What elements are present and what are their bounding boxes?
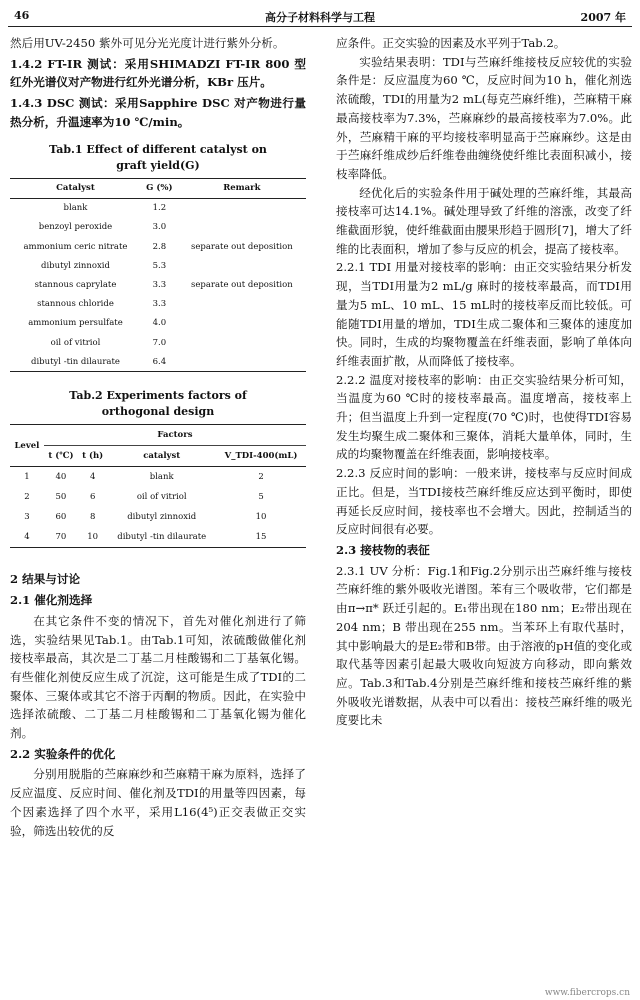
table2-caption-line2: orthogonal design [101,405,215,419]
alkali-paragraph: 经优化后的实验条件用于碱处理的苎麻纤维，其最高接枝率可达14.1%。碱处理导致了纤维的溶涨，改变了纤维截面形貌，使纤维截面由腰果形趋于圆形[7]，增大了纤维的比表面积，增加了参与反应的机会，提高了接枝率。 [336,185,632,256]
page-header [8,6,632,28]
table-cell: separate out deposition [191,241,293,252]
table-cell: dibutyl -tin dilaurate [107,527,216,548]
table-cell: stannous chloride [37,299,114,310]
table-cell: 7.0 [152,337,167,348]
journal-title: 高分子材料科学与工程 [265,11,375,24]
table-row [10,314,306,333]
table-row [10,467,306,488]
table-row [10,198,306,218]
section-2-3-1-body: 2.3.1 UV 分析：Fig.1和Fig.2分别示出苎麻纤维与接枝苎麻纤维的紫外吸收光谱图。苯有三个吸收带，它们都是由π→π* 跃迁引起的。E₁带出现在180 nm；E₂带出现在204 nm；B 带出现在255 nm。当苯环上有取代基时，其中影响最大的是E₂带和B带。由于溶液的pH值的变化或取代基等因素引起最大吸收向短波方向移动，即向紫效应。Tab.3和Tab.4分别是苎麻纤维和接枝苎麻纤维的紫外吸收光谱数据，从表中可以看出：接枝苎麻纤维的吸光度要比未 [336,563,632,728]
table1 [10,178,306,373]
section-2-2-1-body: 2.2.1 TDI 用量对接枝率的影响：由正交实验结果分析发现，当TDI用量为2 mL/g 麻时的接枝率最高，而TDI用量为5 mL、10 mL、15 mL时的接枝率反而比较低。可能随TDI用量的增加，TDI生成二聚体和三聚体的速度加快。同时，生成的均聚物覆盖在纤维表面，影响了单体向纤维表面扩散，从而降低了接枝率。 [336,260,632,368]
table-cell: 3.0 [152,222,167,233]
table-cell: 3 [24,512,30,523]
section-2-title: 2 结果与讨论 [10,572,81,587]
table-cell: 8 [89,512,96,523]
section-2-2-3-body: 2.2.3 反应时间的影响：一般来讲，接枝率与反应时间成正比。但是，当TDI接枝苎麻纤维反应达到平衡时，即使再延长反应时间，接枝率也不会增大。因此，控制适当的反应时间很有必要。 [336,466,632,537]
table-cell: oil of vitriol [50,337,101,348]
table-cell: 40 [55,472,67,483]
table-cell: 3.3 [152,280,167,291]
section-2-1-title: 2.1 催化剂选择 [10,593,93,608]
table-cell: 15 [216,527,306,548]
table1-header: Remark [178,178,306,198]
table-cell: 70 [44,527,78,548]
table2 [10,424,306,548]
table-cell [178,256,306,275]
table2-header-factors: Factors [44,425,306,446]
table-row [10,256,306,275]
table2-subheader: catalyst [107,446,216,467]
table1-caption-line2: graft yield(G) [116,158,200,172]
table2-caption-line1: Tab.2 Experiments factors of [69,389,247,403]
table2-caption [10,388,306,420]
table-cell: benzoyl peroxide [38,222,113,233]
table-cell: 5.3 [152,260,167,271]
table-cell: ammonium ceric nitrate [23,241,128,252]
page-number: 46 [14,9,30,22]
table2-subheader: t (℃) [44,446,78,467]
header-rule [8,26,632,27]
table1-header: G (%) [141,178,178,198]
table-cell: ammonium persulfate [28,318,123,329]
table-cell: 6.4 [141,352,178,372]
table-row [10,295,306,314]
table1-caption [10,142,306,174]
table-cell: oil of vitriol [136,492,187,503]
table-row [10,487,306,507]
table-cell: stannous caprylate [34,280,117,291]
table-cell [178,333,306,352]
results-paragraph: 实验结果表明：TDI与苎麻纤维接枝反应较优的实验条件是：反应温度为60 ℃，反应时间为10 h，催化剂选浓硫酸，TDI的用量为2 mL(每克苎麻纤维)，苎麻精干麻最高接枝率为7.3%，苎麻麻纱的最高接枝率为7.0%。此外，苎麻精干麻的平均接枝率明显高于苎麻麻纱。这是由于苎麻纤维成纱后纤维卷曲缠绕使纤维比表面积减小，接枝率降低。 [336,54,632,181]
table-cell: 4 [10,527,44,548]
watermark: www.fibercrops.cn [544,988,630,998]
table-row [10,275,306,294]
table-cell: 1 [24,472,30,483]
table-cell: dibutyl -tin dilaurate [10,352,141,372]
table-cell: blank [149,472,174,483]
table-cell: 4 [89,472,96,483]
table-cell: separate out deposition [191,280,293,291]
table-cell: 2 [258,472,264,483]
table-cell: 60 [55,512,67,523]
table-row [10,352,306,372]
table-cell [178,314,306,333]
table-cell [178,295,306,314]
table-cell: 4.0 [152,318,167,329]
table-cell: 3.3 [152,299,167,310]
table-cell: 5 [258,492,264,503]
table-cell [178,352,306,372]
table-cell: 50 [55,492,67,503]
section-2-2-2-body: 2.2.2 温度对接枝率的影响：由正交实验结果分析可知，当温度为60 ℃时的接枝率最高。温度增高，接枝率上升；但当温度上升到一定程度(70 ℃)时，也使得TDI容易发生均聚生成二聚体和三聚体，消耗大量单体，同时，生成的均聚物覆盖在纤维表面，影响接枝率。 [336,372,632,462]
table-cell: 10 [78,527,107,548]
section-2-3-title: 2.3 接枝物的表征 [336,542,430,557]
right-column [336,34,632,730]
table-cell: 2.8 [152,241,167,252]
table-cell: 2 [24,492,30,503]
intro-paragraph: 然后用UV-2450 紫外可见分光光度计进行紫外分析。 [10,36,285,50]
publication-year: 2007 年 [580,11,626,24]
table-row [10,237,306,256]
table-cell: 6 [89,492,96,503]
table-cell: dibutyl zinnoxid [127,512,197,523]
table-cell [178,198,306,218]
table-cell: 1.2 [152,203,167,214]
table-cell: 10 [255,512,267,523]
section-2-2-body: 分别用脱脂的苎麻麻纱和苎麻精干麻为原料，选择了反应温度、反应时间、催化剂及TDI的用量等四因素，每个因素选择了四个水平，采用L16(4⁵)正交表做正交实验，筛选出较优的反 [10,767,306,838]
section-1-4-3: 1.4.3 DSC 测试：采用Sapphire DSC 对产物进行量热分析，升温速率为10 ℃/min。 [10,96,306,129]
section-2-1-body: 在其它条件不变的情况下，首先对催化剂进行了筛选，实验结果见Tab.1。由Tab.1可知，浓硫酸做催化剂接枝率最高，其次是二丁基二月桂酸锡和二丁基氧化锡。有些催化剂使反应生成了沉淀，这可能是生成了TDI的二聚体、三聚体或其它不溶于丙酮的物质。因此，在实验中选择浓硫酸、二丁基二月桂酸锡和二丁基氧化锡为催化剂。 [10,613,306,741]
continued-paragraph: 应条件。正交实验的因素及水平列于Tab.2。 [336,36,566,50]
table-row [10,333,306,352]
table2-subheader: t (h) [78,446,107,467]
table-cell: dibutyl zinnoxid [41,260,110,271]
table-row [10,507,306,527]
table2-subheader: V_TDI-400(mL) [216,446,306,467]
table-row [10,527,306,548]
table2-header-level: Level [10,425,44,467]
table1-header: Catalyst [10,178,141,198]
section-1-4-2: 1.4.2 FT-IR 测试：采用SHIMADZI FT-IR 800 型红外光谱仪对产物进行红外光谱分析，KBr 压片。 [10,56,306,90]
section-2-2-title: 2.2 实验条件的优化 [10,746,116,761]
table-row [10,218,306,237]
table-cell [178,218,306,237]
table-cell: blank [63,203,88,214]
left-column [10,34,306,840]
table1-caption-line1: Tab.1 Effect of different catalyst on [49,142,267,156]
